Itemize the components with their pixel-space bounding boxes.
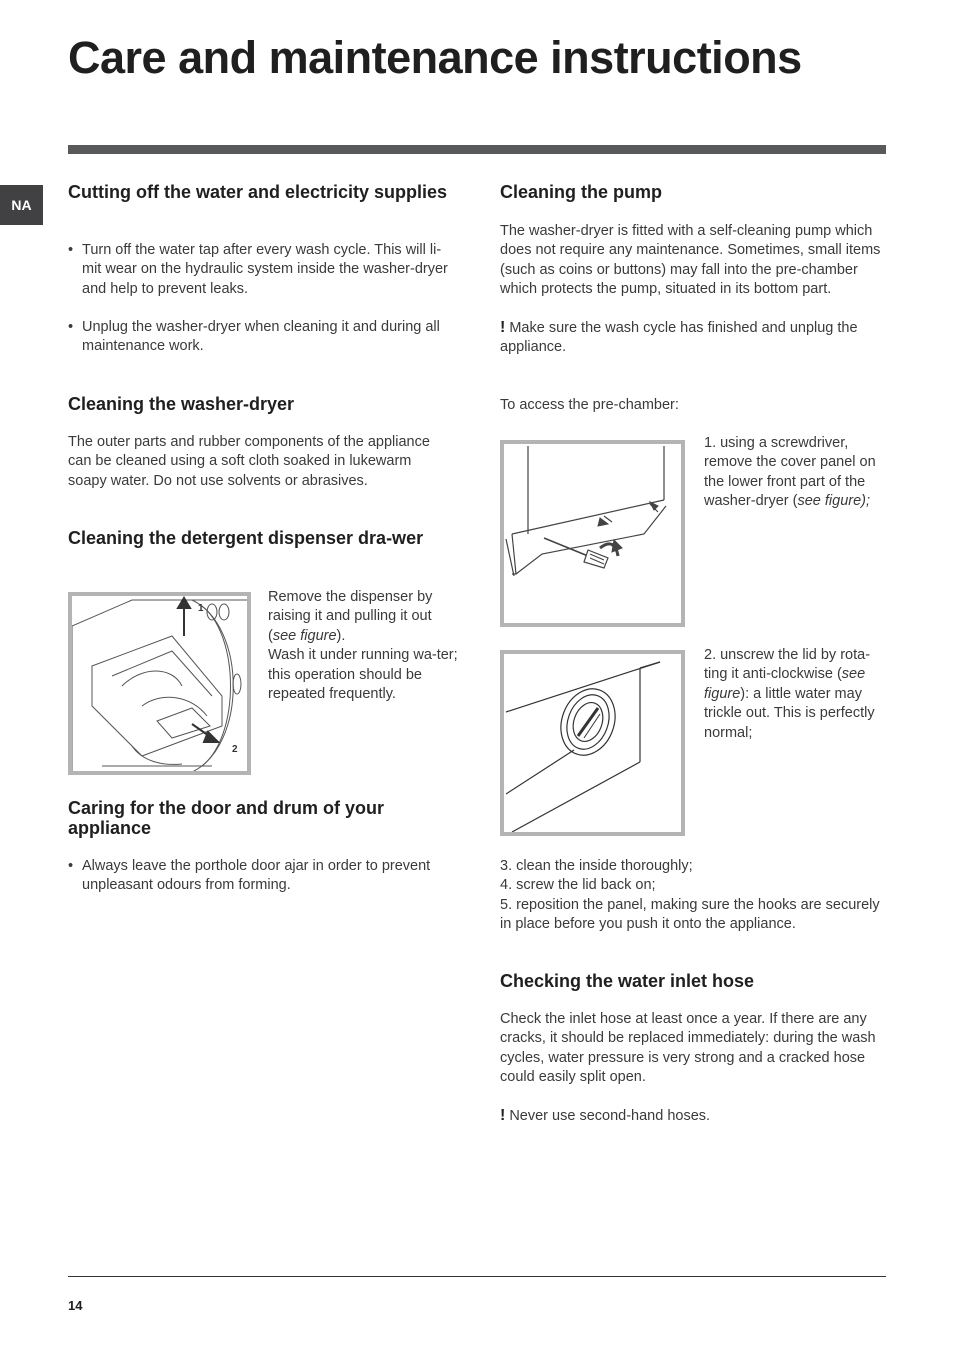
dispenser-heading: Cleaning the detergent dispenser dra-wer bbox=[68, 528, 424, 548]
cutoff-bullet-2 bbox=[68, 318, 460, 357]
cutoff-heading: Cutting off the water and electricity supplies bbox=[68, 182, 448, 202]
figure-label-2: 2 bbox=[232, 744, 238, 755]
pump-step-1 bbox=[704, 434, 890, 512]
dispenser-text-a: Remove the dispenser by raising it and pulling it out ( bbox=[268, 589, 433, 644]
title-rule bbox=[68, 145, 886, 154]
bullet-dot: • bbox=[68, 242, 74, 258]
door-bullet-1 bbox=[68, 857, 460, 896]
step-2-text-b: ): a little water may trickle out. This is perfectly normal; bbox=[704, 685, 875, 741]
pump-warning bbox=[500, 318, 888, 358]
pump-step-4: 4. screw the lid back on; bbox=[500, 877, 656, 893]
hose-text: Check the inlet hose at least once a year. If there are any cracks, it should be replaced immediately: during the wash cycles, water pressure is very strong and a cracked hose could easily split open. bbox=[500, 1011, 876, 1086]
cutoff-bullet-2-text: Unplug the washer-dryer when cleaning it and during all maintenance work. bbox=[82, 319, 440, 355]
lid-unscrew-drawing bbox=[504, 654, 681, 832]
dispenser-figure bbox=[68, 592, 251, 775]
language-tab: NA bbox=[0, 185, 43, 225]
page-number: 14 bbox=[68, 1298, 83, 1313]
pump-lid-figure bbox=[500, 650, 685, 836]
panel-removal-drawing bbox=[504, 444, 681, 623]
pump-heading: Cleaning the pump bbox=[500, 182, 662, 202]
step-1-text-b: ); bbox=[861, 493, 871, 510]
step-1-see-figure: see figure bbox=[797, 493, 862, 510]
dispenser-drawing bbox=[72, 596, 247, 771]
cleaning-washer-text: The outer parts and rubber components of the appliance can be cleaned using a soft cloth soaked in lukewarm soapy water. Do not use solvents or abrasives. bbox=[68, 434, 430, 489]
bullet-dot: • bbox=[68, 319, 74, 335]
cleaning-washer-heading: Cleaning the washer-dryer bbox=[68, 394, 295, 414]
footer-rule bbox=[68, 1276, 886, 1277]
pump-text: The washer-dryer is fitted with a self-cleaning pump which does not require any maintenance. Sometimes, small items (such as coins or buttons) may fall into the pre-chamber which protects the pump, situated in its bottom part. bbox=[500, 223, 881, 298]
warning-mark: ! bbox=[500, 319, 506, 336]
dispenser-see-figure: see figure bbox=[272, 627, 337, 644]
step-1-text-a: 1. using a screwdriver, remove the cover panel on the lower front part of the washer-dryer ( bbox=[704, 435, 876, 510]
cutoff-bullet-1-text: Turn off the water tap after every wash cycle. This will li-mit wear on the hydraulic system inside the washer-dryer and help to prevent leaks. bbox=[82, 242, 448, 297]
pump-access: To access the pre-chamber: bbox=[500, 397, 679, 413]
dispenser-text-b: ). bbox=[336, 627, 346, 644]
hose-heading: Checking the water inlet hose bbox=[500, 971, 755, 991]
pump-step-5: 5. reposition the panel, making sure the hooks are securely in place before you push it onto the appliance. bbox=[500, 897, 880, 933]
hose-warning bbox=[500, 1106, 890, 1126]
pump-panel-figure bbox=[500, 440, 685, 627]
pump-warning-text: Make sure the wash cycle has finished and unplug the appliance. bbox=[500, 320, 858, 356]
dispenser-text bbox=[268, 588, 458, 704]
figure-label-1: 1 bbox=[198, 603, 204, 614]
step-2-see-figure: see figure bbox=[704, 666, 866, 702]
bullet-dot: • bbox=[68, 858, 74, 874]
page-title: Care and maintenance instructions bbox=[68, 32, 802, 83]
dispenser-text-c: Wash it under running wa-ter; this operation should be repeated frequently. bbox=[268, 647, 458, 703]
door-heading: Caring for the door and drum of your appliance bbox=[68, 798, 384, 838]
cutoff-bullet-1 bbox=[68, 241, 460, 299]
pump-step-3: 3. clean the inside thoroughly; bbox=[500, 858, 693, 874]
hose-warning-text: Never use second-hand hoses. bbox=[509, 1108, 711, 1124]
warning-mark: ! bbox=[500, 1107, 506, 1124]
door-bullet-1-text: Always leave the porthole door ajar in order to prevent unpleasant odours from forming. bbox=[82, 858, 431, 894]
step-2-text-a: 2. unscrew the lid by rota-ting it anti-clockwise ( bbox=[704, 647, 871, 683]
pump-step-2 bbox=[704, 646, 890, 743]
